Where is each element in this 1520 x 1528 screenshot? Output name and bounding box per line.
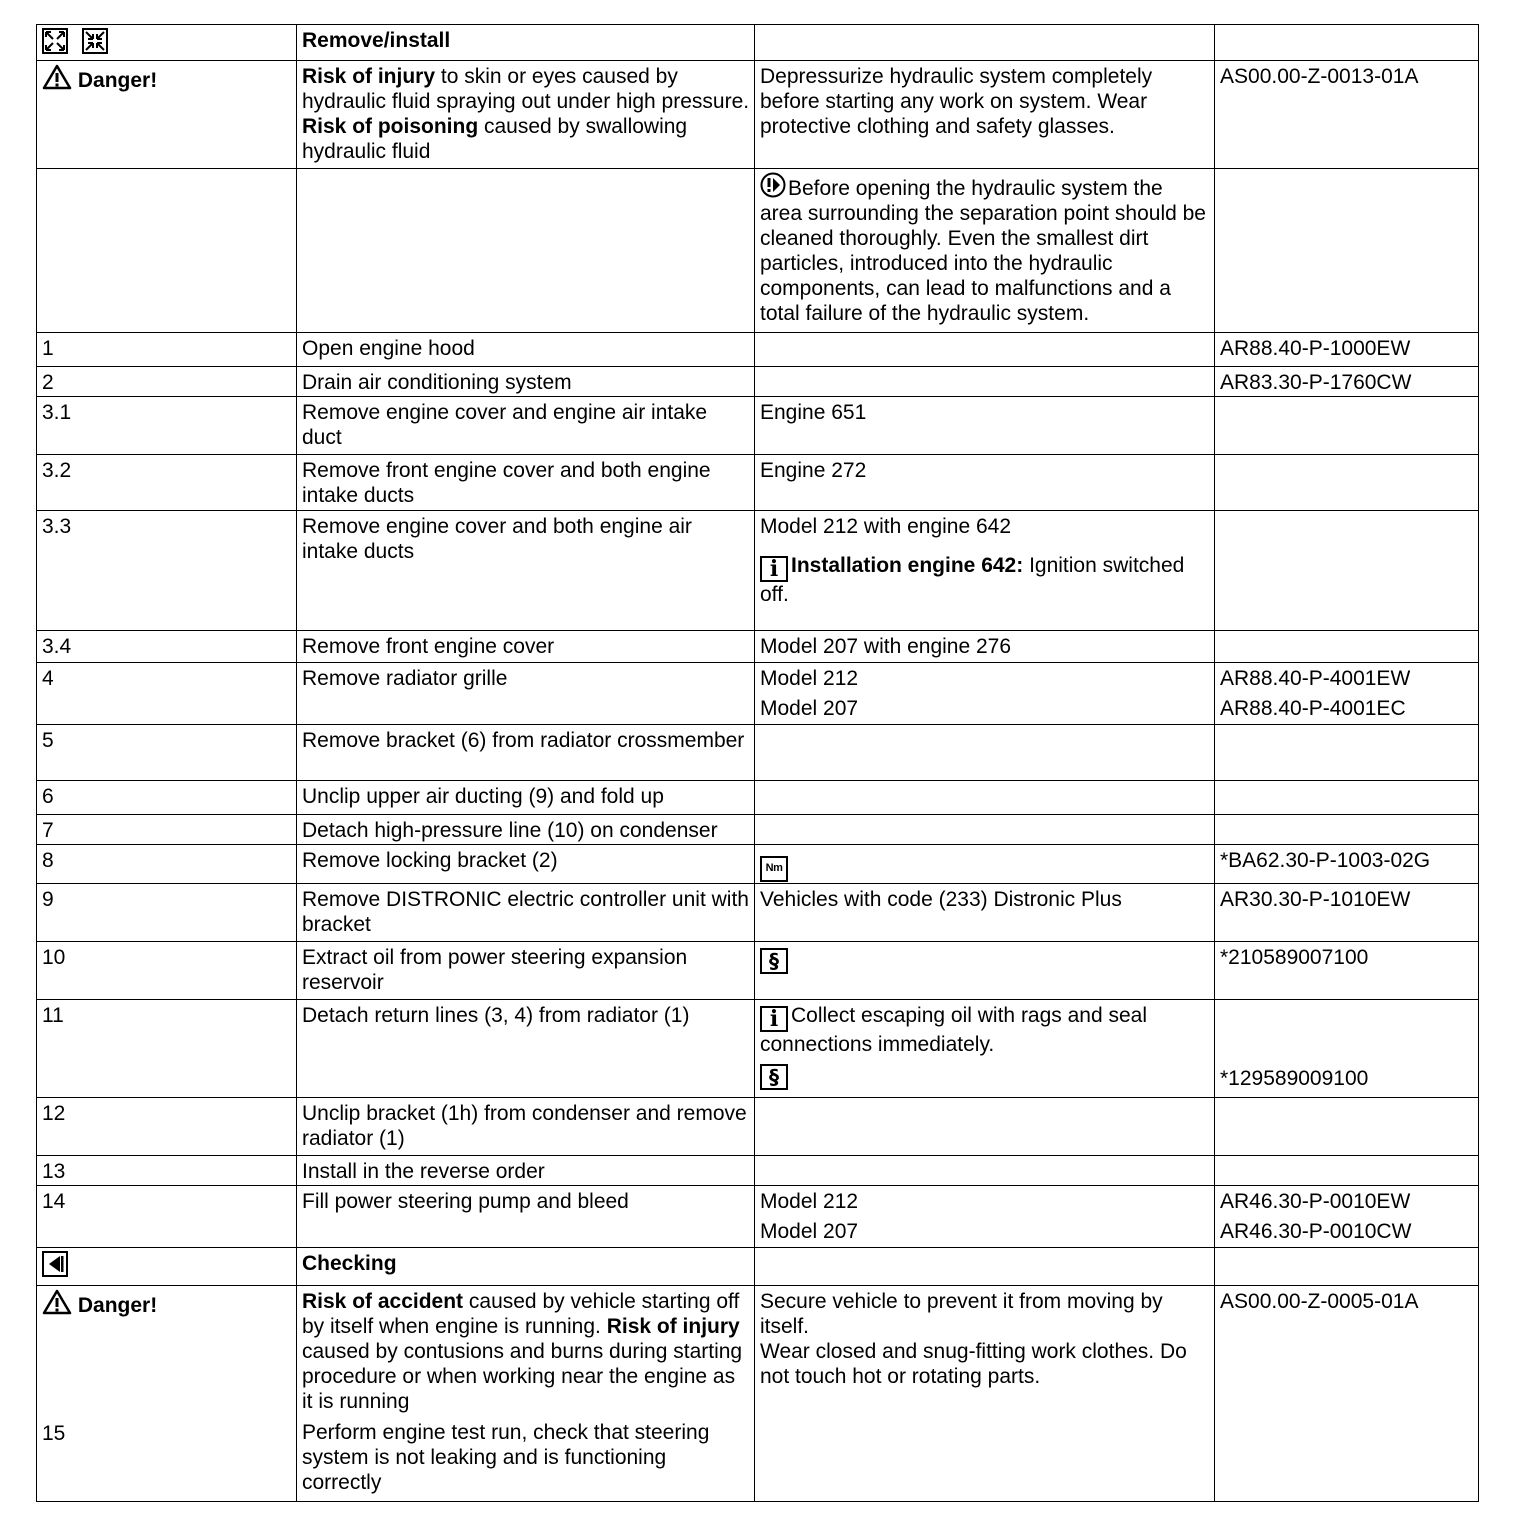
step-number: 12 bbox=[37, 1098, 297, 1156]
step-text: Perform engine test run, check that steering system is not leaking and is functioning correctly bbox=[302, 1421, 710, 1494]
empty-cell bbox=[1215, 631, 1479, 663]
step-row-10 bbox=[37, 942, 1479, 1000]
step-number: 4 bbox=[37, 663, 297, 725]
step-row-7 bbox=[37, 815, 1479, 845]
danger-measure-cell bbox=[755, 1286, 1215, 1502]
step-text: Unclip upper air ducting (9) and fold up bbox=[297, 781, 755, 815]
step-reference: *BA62.30-P-1003-02G bbox=[1215, 845, 1479, 884]
step-reference: AR83.30-P-1760CW bbox=[1215, 367, 1479, 397]
step-row-3-1 bbox=[37, 397, 1479, 455]
warning-triangle-icon bbox=[42, 1289, 72, 1315]
step-number: 2 bbox=[37, 367, 297, 397]
step-number: 8 bbox=[37, 845, 297, 884]
step-reference: AR30.30-P-1010EW bbox=[1215, 884, 1479, 942]
step-text: Remove front engine cover bbox=[297, 631, 755, 663]
cleaning-note-cell bbox=[755, 169, 1215, 333]
step-row-2 bbox=[37, 367, 1479, 397]
risk-of-accident-text: caused by vehicle starting off by itself when engine is running. bbox=[302, 1290, 740, 1338]
step-text: Install in the reverse order bbox=[297, 1156, 755, 1186]
empty-cell bbox=[755, 333, 1215, 367]
step-number: 10 bbox=[37, 942, 297, 1000]
step-info: Model 212 with engine 642 bbox=[760, 515, 1012, 538]
empty-cell bbox=[1215, 511, 1479, 631]
danger-reference: AS00.00-Z-0005-01A bbox=[1215, 1286, 1479, 1502]
torque-icon-cell bbox=[755, 845, 1215, 884]
empty-cell bbox=[755, 781, 1215, 815]
step-number: 6 bbox=[37, 781, 297, 815]
step-text: Detach return lines (3, 4) from radiator (1) bbox=[297, 1000, 755, 1098]
special-tool-icon: § bbox=[760, 1064, 788, 1090]
step-row-6 bbox=[37, 781, 1479, 815]
step-text: Remove DISTRONIC electric controller unit with bracket bbox=[297, 884, 755, 942]
step-row-14 bbox=[37, 1186, 1479, 1248]
info-icon: i bbox=[760, 1006, 788, 1032]
step-row-12 bbox=[37, 1098, 1479, 1156]
step-reference: *210589007100 bbox=[1215, 942, 1479, 1000]
cleaning-note-row bbox=[37, 169, 1479, 333]
checking-header-row bbox=[37, 1248, 1479, 1286]
empty-cell bbox=[1215, 815, 1479, 845]
cleaning-note-text: Before opening the hydraulic system the area surrounding the separation point should be cleaned thoroughly. Even the smallest dirt particles, introduced into the hydraulic components, can lead to malfunctions and a total failure of the hydraulic system. bbox=[760, 177, 1206, 325]
step-number: 3.4 bbox=[37, 631, 297, 663]
step-reference-model-207: AR46.30-P-0010CW bbox=[1220, 1220, 1412, 1243]
empty-cell bbox=[37, 169, 297, 333]
step-number: 3.1 bbox=[37, 397, 297, 455]
step-number: 7 bbox=[37, 815, 297, 845]
step-row-4 bbox=[37, 663, 1479, 725]
step-info: Vehicles with code (233) Distronic Plus bbox=[755, 884, 1215, 942]
step-reference-model-212: AR88.40-P-4001EW bbox=[1220, 667, 1411, 690]
step-number: 9 bbox=[37, 884, 297, 942]
risk-of-poisoning-label: Risk of poisoning bbox=[302, 115, 479, 138]
tool-icon-cell bbox=[755, 942, 1215, 1000]
step-number: 3.3 bbox=[37, 511, 297, 631]
empty-cell bbox=[755, 815, 1215, 845]
remove-install-icon-cell bbox=[37, 25, 297, 61]
empty-cell bbox=[1215, 781, 1479, 815]
step-row-8 bbox=[37, 845, 1479, 884]
checking-title: Checking bbox=[297, 1248, 755, 1286]
install-icon bbox=[82, 28, 108, 54]
step-info: Engine 272 bbox=[755, 455, 1215, 511]
torque-nm-icon: Nm bbox=[760, 856, 788, 882]
danger-label-cell bbox=[37, 61, 297, 169]
danger-row-hydraulic bbox=[37, 61, 1479, 169]
step-note-cell bbox=[755, 1000, 1215, 1098]
danger-risk-text bbox=[297, 61, 755, 169]
empty-cell bbox=[1215, 1156, 1479, 1186]
step-number: 5 bbox=[37, 725, 297, 781]
step-text: Remove front engine cover and both engine intake ducts bbox=[297, 455, 755, 511]
empty-cell bbox=[1215, 725, 1479, 781]
step-text: Remove engine cover and both engine air intake ducts bbox=[297, 511, 755, 631]
step-text: Remove engine cover and engine air intake duct bbox=[297, 397, 755, 455]
danger-label: Danger! bbox=[77, 69, 158, 92]
empty-cell bbox=[1215, 25, 1479, 61]
empty-cell bbox=[1215, 1248, 1479, 1286]
step-reference-model-207: AR88.40-P-4001EC bbox=[1220, 697, 1406, 720]
warning-triangle-icon bbox=[42, 64, 72, 90]
installation-note-text: Ignition switched off. bbox=[760, 554, 1185, 606]
step-row-3-3 bbox=[37, 511, 1479, 631]
step-row-1 bbox=[37, 333, 1479, 367]
step-row-5 bbox=[37, 725, 1479, 781]
special-tool-icon: § bbox=[760, 948, 788, 974]
caution-circle-icon bbox=[760, 172, 788, 198]
empty-cell bbox=[755, 25, 1215, 61]
remove-icon bbox=[42, 28, 68, 54]
step-number: 14 bbox=[37, 1186, 297, 1248]
risk-of-injury-text: caused by contusions and burns during starting procedure or when working near the engine as it is running bbox=[302, 1340, 743, 1413]
empty-cell bbox=[1215, 397, 1479, 455]
step-number: 3.2 bbox=[37, 455, 297, 511]
danger-measure-clothes: Wear closed and snug-fitting work clothes. Do not touch hot or rotating parts. bbox=[760, 1340, 1187, 1388]
empty-cell bbox=[755, 367, 1215, 397]
step-number: 13 bbox=[37, 1156, 297, 1186]
empty-cell bbox=[755, 1248, 1215, 1286]
empty-cell bbox=[1215, 169, 1479, 333]
danger-risk-text bbox=[297, 1286, 755, 1502]
step-text: Detach high-pressure line (10) on condenser bbox=[297, 815, 755, 845]
info-icon: i bbox=[760, 556, 788, 582]
danger-reference: AS00.00-Z-0013-01A bbox=[1215, 61, 1479, 169]
step-text: Fill power steering pump and bleed bbox=[297, 1186, 755, 1248]
danger-measure: Depressurize hydraulic system completely before starting any work on system. Wear protective clothing and safety glasses. bbox=[755, 61, 1215, 169]
step-text: Unclip bracket (1h) from condenser and remove radiator (1) bbox=[297, 1098, 755, 1156]
step-info-cell bbox=[755, 663, 1215, 725]
step-text: Remove radiator grille bbox=[297, 663, 755, 725]
risk-of-injury-label: Risk of injury bbox=[606, 1315, 740, 1338]
installation-note-label: Installation engine 642: bbox=[791, 554, 1024, 577]
step-reference: AR88.40-P-1000EW bbox=[1215, 333, 1479, 367]
step-number: 11 bbox=[37, 1000, 297, 1098]
empty-cell bbox=[1215, 1098, 1479, 1156]
step-text: Remove locking bracket (2) bbox=[297, 845, 755, 884]
step-reference-cell bbox=[1215, 1186, 1479, 1248]
danger-label: Danger! bbox=[77, 1294, 158, 1317]
step-info-cell bbox=[755, 511, 1215, 631]
step-text: Drain air conditioning system bbox=[297, 367, 755, 397]
danger-label-cell bbox=[37, 1286, 297, 1502]
step-row-3-2 bbox=[37, 455, 1479, 511]
step-number: 15 bbox=[42, 1422, 66, 1445]
danger-row-engine-running bbox=[37, 1286, 1479, 1502]
step-info-model-212: Model 212 bbox=[760, 1190, 859, 1213]
risk-of-injury-label: Risk of injury bbox=[302, 65, 436, 88]
risk-of-poisoning-text: caused by swallowing hydraulic fluid bbox=[302, 115, 688, 163]
step-text: Open engine hood bbox=[297, 333, 755, 367]
step-info-model-212: Model 212 bbox=[760, 667, 859, 690]
step-row-9 bbox=[37, 884, 1479, 942]
checking-icon-cell bbox=[37, 1248, 297, 1286]
step-info-model-207: Model 207 bbox=[760, 697, 859, 720]
danger-measure-secure: Secure vehicle to prevent it from moving by itself. bbox=[760, 1290, 1163, 1338]
step-number: 1 bbox=[37, 333, 297, 367]
step-info: Engine 651 bbox=[755, 397, 1215, 455]
step-reference-cell bbox=[1215, 663, 1479, 725]
step-reference-cell bbox=[1215, 1000, 1479, 1098]
empty-cell bbox=[1215, 455, 1479, 511]
empty-cell bbox=[755, 725, 1215, 781]
empty-cell bbox=[297, 169, 755, 333]
step-row-3-4 bbox=[37, 631, 1479, 663]
empty-cell bbox=[755, 1156, 1215, 1186]
step-note: Collect escaping oil with rags and seal connections immediately. bbox=[760, 1004, 1148, 1056]
step-row-11 bbox=[37, 1000, 1479, 1098]
step-text: Remove bracket (6) from radiator crossmember bbox=[297, 725, 755, 781]
step-reference: *129589009100 bbox=[1220, 1067, 1369, 1090]
step-info-model-207: Model 207 bbox=[760, 1220, 859, 1243]
empty-cell bbox=[755, 1098, 1215, 1156]
step-text: Extract oil from power steering expansion reservoir bbox=[297, 942, 755, 1000]
risk-of-accident-label: Risk of accident bbox=[302, 1290, 464, 1313]
checking-icon bbox=[42, 1251, 68, 1277]
step-reference-model-212: AR46.30-P-0010EW bbox=[1220, 1190, 1411, 1213]
procedure-table bbox=[36, 24, 1479, 1502]
remove-install-title: Remove/install bbox=[297, 25, 755, 61]
step-row-13 bbox=[37, 1156, 1479, 1186]
risk-of-injury-text: to skin or eyes caused by hydraulic fluid spraying out under high pressure. bbox=[302, 65, 750, 113]
step-info-cell bbox=[755, 1186, 1215, 1248]
step-info: Model 207 with engine 276 bbox=[755, 631, 1215, 663]
remove-install-header-row bbox=[37, 25, 1479, 61]
